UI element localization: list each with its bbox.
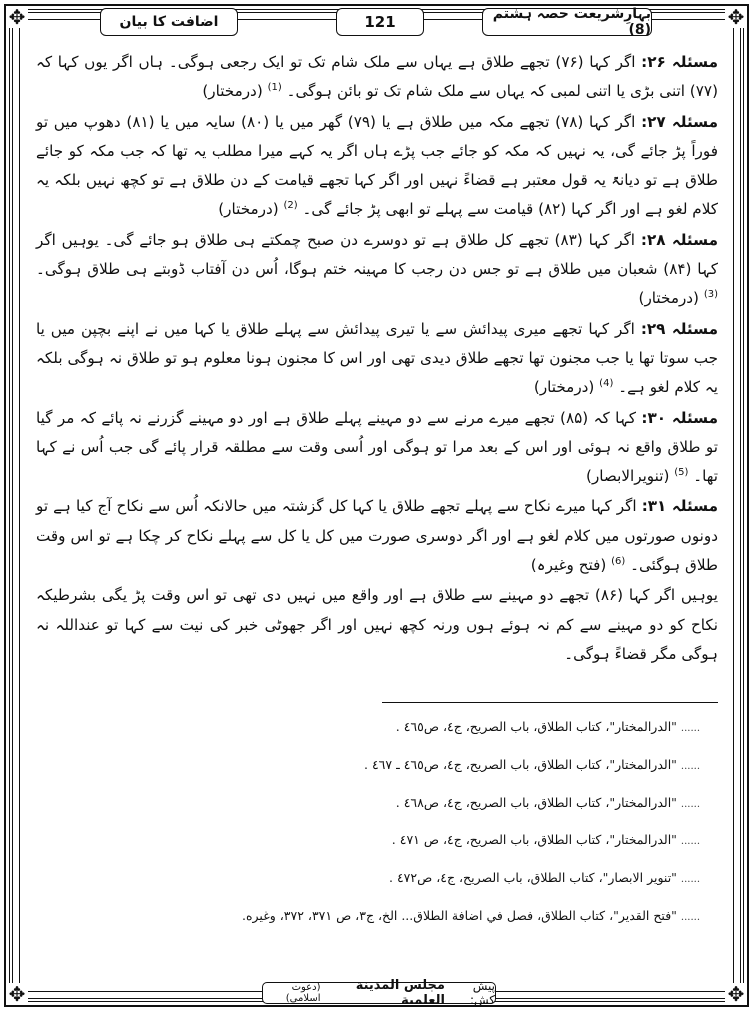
masala-label: مسئلہ ۲۹: [640, 319, 718, 338]
paragraph-text: کہا کہ (۸۵) تجھے میرے مرنے سے دو مہینے پہلے طلاق ہے اور دو مہینے گزرنے نہ پائے کہ مر گیا تو طلاق واقع نہ ہوئی اور اس کے بعد مرا تو ہوگی اور اُسی وقت سے مطلقہ قرار پائے گی جب اُس نے کہا تھا۔ [36, 408, 718, 486]
footnote-ref: (5) [674, 467, 689, 479]
footnote [80, 903, 700, 941]
footnote-marker: ...... [680, 760, 700, 772]
footnote [80, 865, 700, 903]
page-number: 121 [336, 8, 424, 36]
book-title: بہارِشریعت حصہ ہشتم (8) [482, 8, 652, 36]
masala-label: مسئلہ ۳۱: [641, 497, 718, 516]
footnote-ref: (6) [611, 555, 626, 567]
footnote-text: "الدرالمختار"، كتاب الطلاق، باب الصريح، ج٤، ص٤٦٨ . [395, 794, 677, 810]
footnote-marker: ...... [680, 723, 700, 734]
paragraph [36, 492, 718, 580]
paragraph-text: اگر کہا (۸۳) تجھے کل طلاق ہے تو دوسرے دن صبح چمکتے ہی طلاق ہو جائے گی۔ یوہیں اگر کہا (۸۴) شعبان میں طلاق ہے تو جس دن رجب کا مہینہ ختم ہوگا، اُس دن آفتاب ڈوبتے ہی طلاق ہوگی۔ [36, 230, 718, 279]
source-citation: (درمختار) [202, 82, 263, 101]
footnote-ref: (2) [283, 200, 298, 212]
footnotes [80, 714, 700, 941]
corner-ornament-icon: ✥ [725, 983, 747, 1005]
corner-ornament-icon: ✥ [6, 6, 28, 28]
footnote [80, 790, 700, 828]
source-citation: (درمختار) [638, 289, 699, 308]
footnote-text: "الدرالمختار"، كتاب الطلاق، باب الصريح، ج٤، ص٤٦٥ . [395, 719, 677, 734]
footnote-text: "الدرالمختار"، كتاب الطلاق، باب الصريح، ج٤، ص ٤٧١ . [391, 832, 677, 848]
masala-label: مسئلہ ۲۶: [641, 53, 719, 71]
source-citation: (فتح وغیرہ) [530, 556, 607, 575]
corner-ornament-icon: ✥ [725, 6, 747, 28]
paragraph-text: اگر کہا تجھے میری پیدائش سے یا تیری پیدائش سے پہلے طلاق یا کہا میں نے اپنے بچپن میں یا جب سوتا تھا یا جب مجنون تھا تجھے طلاق دیدی تھی اور اس کا مجنون ہونا معلوم ہو تو طلاق نہ ہوگی بلکہ یہ کلام لغو ہے۔ [36, 319, 718, 397]
paragraph [36, 108, 718, 225]
footnote-marker: ...... [680, 798, 700, 810]
footer-organization: مجلس المدينة العلمية [355, 978, 445, 1008]
source-citation: (تنویرالابصار) [586, 467, 670, 486]
body-text [36, 48, 718, 670]
page-header [100, 8, 655, 36]
footnote-text: "فتح القدير"، كتاب الطلاق، فصل في اضافة الطلاق... الخ، ج٣، ص ٣٧١، ٣٧٢، وغيره. [242, 907, 677, 923]
paragraph-text: یوہیں اگر کہا (۸۶) تجھے دو مہینے سے طلاق ہے اور واقع میں نہیں دی تھی تو اس وقت پڑ یگی بشرطیکہ نکاح کو دو مہینے سے کم نہ ہوئے ہوں ورنہ کچھ نہیں اور اگر جھوٹی خبر کی نیت سے کہا تو عنداللہ نہ ہوگی مگر قضاءً ہوگی۔ [36, 586, 718, 663]
masala-label: مسئلہ ۲۸: [640, 230, 718, 249]
footer-presenter: پیش کش: [469, 979, 495, 1007]
footnote-ref: (3) [703, 289, 718, 301]
footnote [80, 714, 700, 752]
paragraph [36, 48, 718, 107]
footnote-marker: ...... [680, 874, 700, 886]
chapter-title: اضافت کا بیان [100, 8, 238, 36]
masala-label: مسئلہ ۲۷: [641, 112, 719, 131]
corner-ornament-icon: ✥ [6, 983, 28, 1005]
paragraph-text: اگر کہا (۷۶) تجھے طلاق ہے یہاں سے ملک شام تک تو ایک رجعی ہوگی۔ ہاں اگر یوں کہا کہ (۷۷) اتنی بڑی یا اتنی لمبی کہ یہاں سے ملک شام تک تو بائن ہوگی۔ [36, 53, 718, 101]
footnote [80, 752, 700, 790]
paragraph-text: اگر کہا (۷۸) تجھے مکہ میں طلاق ہے یا (۷۹) گھر میں یا (۸۰) سایہ میں یا (۸۱) دھوپ میں تو فوراً پڑ جائے گی، یہ نہیں کہ مکہ کو جائے جب پڑے ہاں اگر یہ کہے میرا مطلب یہ تھا کہ جب مکہ کو جائے طلاق ہے تو دیانۃً یہ قول معتبر ہے قضاءً نہیں اور اگر کہا تجھے قیامت کے دن طلاق ہے تو کچھ نہیں بلکہ یہ کلام لغو ہے اور اگر کہا (۸۲) قیامت سے پہلے تو ابھی پڑ جائے گی۔ [36, 112, 718, 219]
paragraph [36, 581, 718, 669]
footnote [80, 827, 700, 865]
source-citation: (درمختار) [533, 378, 595, 397]
paragraph [36, 226, 718, 314]
masala-label: مسئلہ ۳۰: [641, 408, 719, 427]
footnote-ref: (4) [599, 378, 614, 390]
footnote-ref: (1) [267, 82, 282, 94]
footnote-marker: ...... [680, 911, 700, 923]
footnote-text: "تنوير الابصار"، كتاب الطلاق، باب الصريح، ج٤، ص٤٧٢ . [389, 870, 677, 886]
page-footer [262, 978, 496, 1008]
footnote-divider [382, 702, 718, 703]
source-citation: (درمختار) [218, 200, 279, 219]
paragraph [36, 404, 718, 492]
paragraph [36, 315, 718, 403]
footnote-marker: ...... [680, 836, 700, 848]
paragraph-text: اگر کہا میرے نکاح سے پہلے تجھے طلاق یا کہا کل گزشتہ میں حالانکہ اُس سے نکاح آج کیا ہے تو دونوں صورتوں میں کلام لغو ہے اور اگر دوسری صورت میں کل یا کل سے پہلے نکاح کر چکا ہے تو اس وقت طلاق ہوگئی۔ [36, 497, 718, 575]
footer-subtitle: (دعوت اسلامی) [285, 982, 321, 1004]
footnote-text: "الدرالمختار"، كتاب الطلاق، باب الصريح، ج٤، ص٤٦٥ ـ ٤٦٧ . [363, 756, 677, 772]
